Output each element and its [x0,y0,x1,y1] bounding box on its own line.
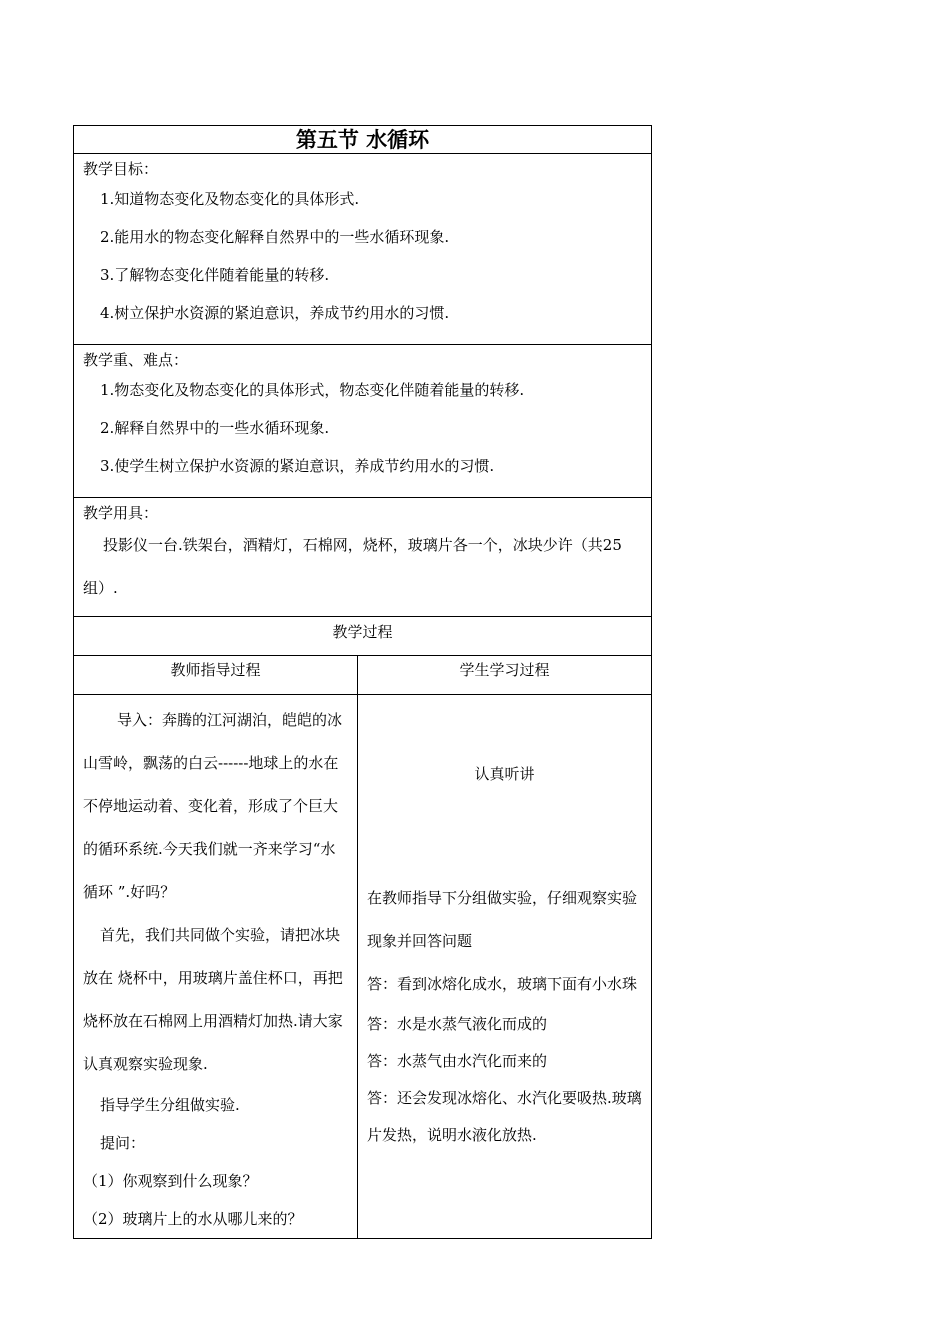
teacher-column-header: 教师指导过程 [74,656,358,695]
lesson-plan [73,125,651,1239]
student-group-work: 在教师指导下分组做实验，仔细观察实验现象并回答问题 [367,889,638,950]
objective-item: 2.能用水的物态变化解释自然界中的一些水循环现象. [100,228,450,246]
teacher-guide: 指导学生分组做实验. [100,1096,240,1114]
lesson-table [73,125,652,1239]
key-points-label: 教学重、难点： [83,351,189,369]
key-point-item: 2.解释自然界中的一些水循环现象. [100,419,330,437]
teacher-experiment: 首先，我们共同做个实验，请把冰块放在 烧杯中，用玻璃片盖住杯口，再把烧杯放在石棉网上用酒精灯加热.请大家认真观察实验现象. [83,926,343,1073]
student-column-header: 学生学习过程 [358,656,652,695]
process-header: 教学过程 [74,617,652,656]
key-point-item: 1.物态变化及物态变化的具体形式，物态变化伴随着能量的转移. [100,381,525,399]
tools-section [74,498,652,617]
student-answer-1: 答：看到冰熔化成水，玻璃下面有小水珠 [367,975,638,993]
tools-label: 教学用具： [83,504,159,522]
teacher-intro: 导入：奔腾的江河湖泊，皑皑的冰山雪岭，飘荡的白云------地球上的水在不停地运动着、变化着，形成了个巨大的循环系统.今天我们就一齐来学习“水循环 ”.好吗？ [83,711,343,901]
objectives-label: 教学目标： [83,160,159,178]
objective-item: 1.知道物态变化及物态变化的具体形式. [100,190,360,208]
student-listen: 认真听讲 [474,765,535,783]
student-answer-2: 答：水是水蒸气液化而成的 [367,1015,548,1033]
teacher-process [74,695,358,1239]
teacher-ask: 提问： [100,1134,146,1152]
teacher-question-1: （1）你观察到什么现象？ [83,1172,258,1190]
objective-item: 3.了解物态变化伴随着能量的转移. [100,266,330,284]
student-answer-4: 答：还会发现冰熔化、水汽化要吸热.玻璃片发热，说明水液化放热. [367,1089,642,1144]
lesson-title: 第五节 水循环 [74,126,652,154]
tools-text: 投影仪一台.铁架台，酒精灯，石棉网，烧杯，玻璃片各一个，冰块少许（共25组）. [83,536,622,597]
student-answer-3: 答：水蒸气由水汽化而来的 [367,1052,548,1070]
key-points-section [74,345,652,498]
objectives-section [74,154,652,345]
key-point-item: 3.使学生树立保护水资源的紧迫意识，养成节约用水的习惯. [100,457,495,475]
student-answers [367,877,645,1154]
teacher-question-2: （2）玻璃片上的水从哪儿来的？ [83,1210,303,1228]
student-process [358,695,652,1239]
objective-item: 4.树立保护水资源的紧迫意识，养成节约用水的习惯. [100,304,450,322]
